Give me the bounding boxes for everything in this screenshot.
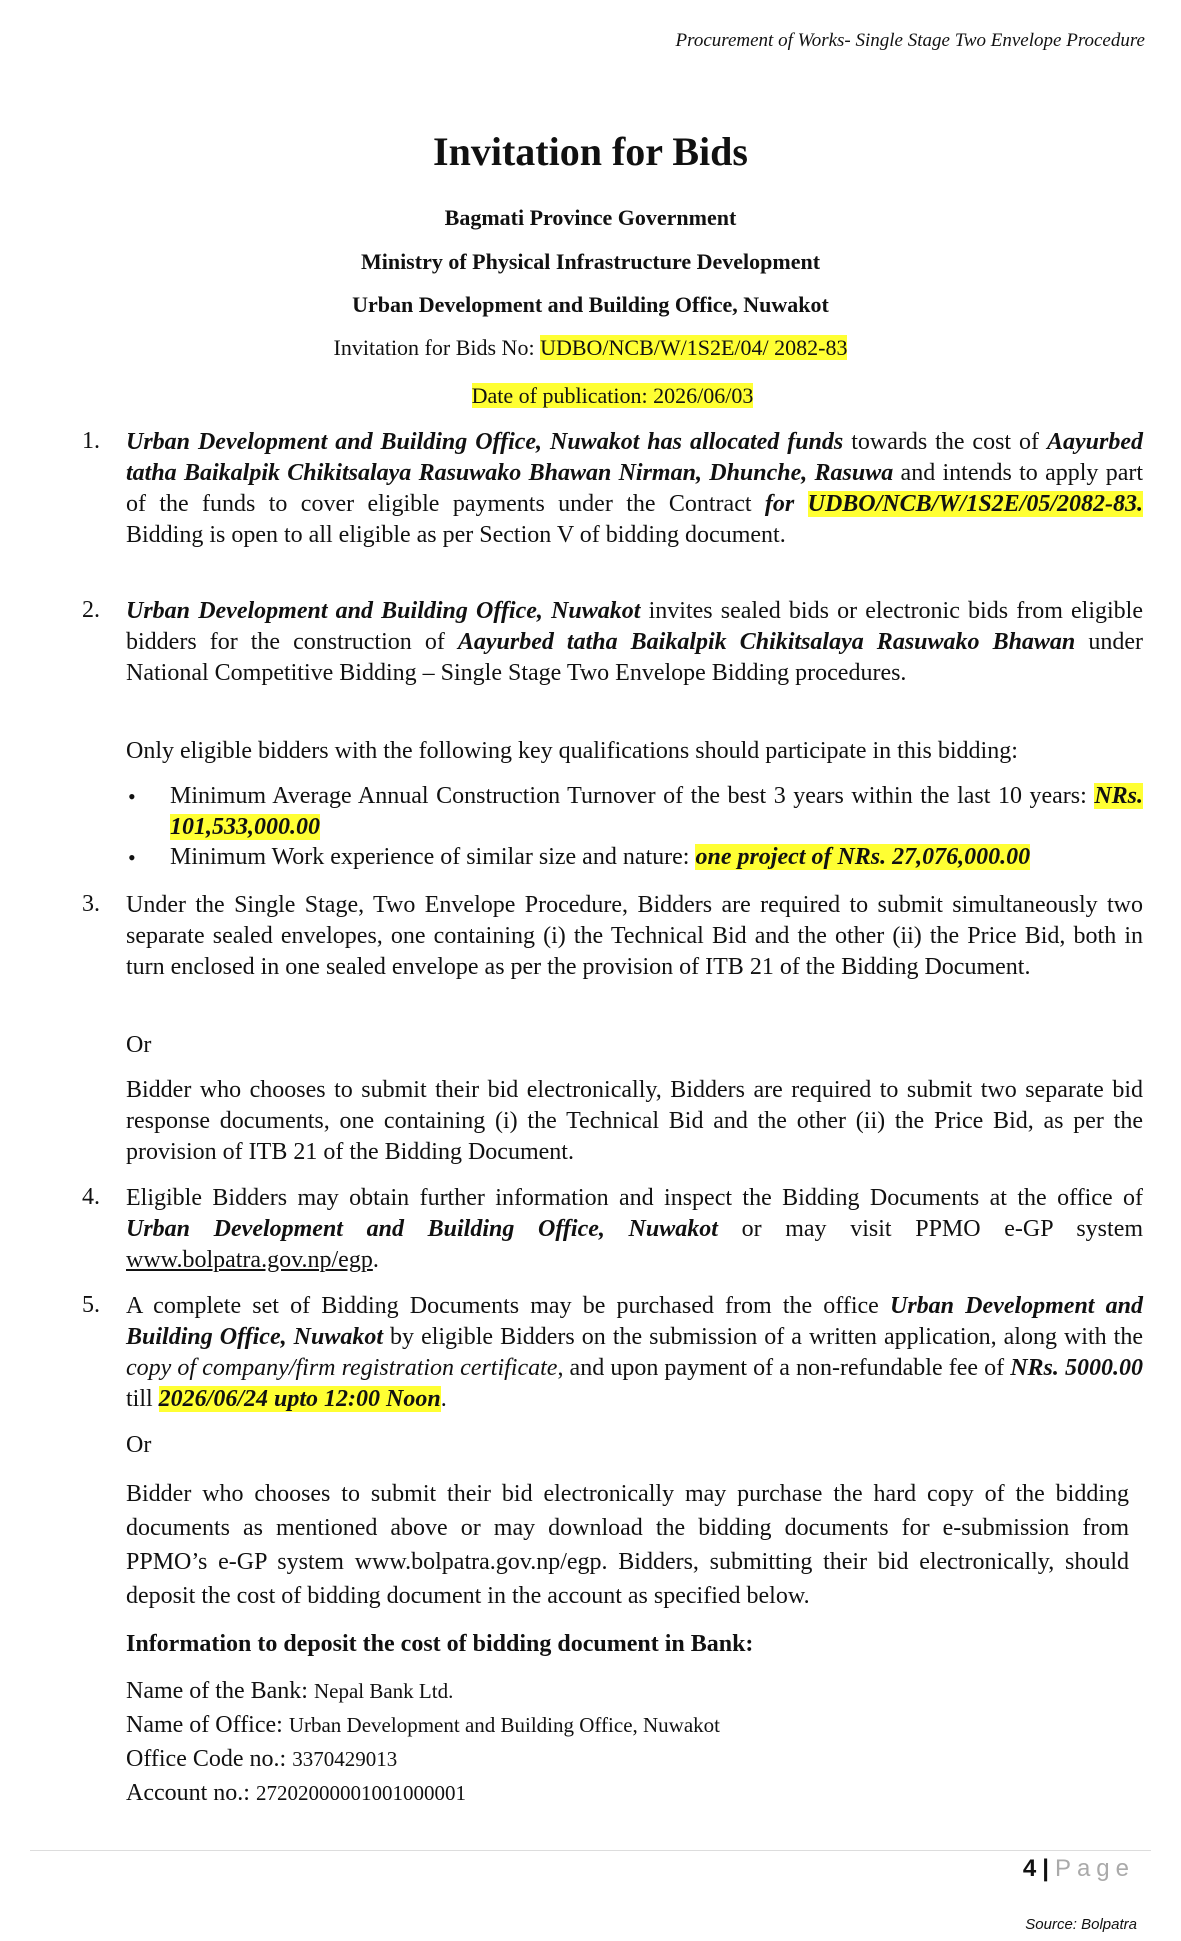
p5-text-g: . [440, 1386, 447, 1412]
ifb-value: UDBO/NCB/W/1S2E/04/ 2082-83 [540, 335, 848, 360]
page-number [1023, 1855, 1135, 1883]
qualification-experience [170, 842, 1143, 873]
para-3-electronic: Bidder who chooses to submit their bid electronically, Bidders are required to submit two separate bid response documents, one containing (i) the Technical Bid and the other (ii) the Price Bid, as per the provision of ITB 21 of the Bidding Document. [126, 1077, 1143, 1165]
egp-link[interactable]: www.bolpatra.gov.np/egp [126, 1247, 373, 1273]
para-4 [126, 1183, 1143, 1276]
p1-text-d: and intends to apply part of the funds to cover eligible payments under the Contract [126, 460, 1144, 517]
page-sep: | [1042, 1855, 1049, 1882]
p4-text-d: . [372, 1247, 379, 1273]
para-4-number: 4. [82, 1184, 100, 1210]
para-3: Under the Single Stage, Two Envelope Procedure, Bidders are required to submit simultaneously two separate sealed envelopes, one containing (i) the Technical Bid and the other (ii) the Price Bid, both in turn enclosed in one sealed envelope as per the provision of ITB 21 of the Bidding Document. [126, 892, 1143, 980]
p5-text-c: by eligible Bidders on the submission of a written application, along with the [383, 1324, 1144, 1350]
para-1-number: 1. [82, 428, 100, 454]
para-3-or: Or [126, 1032, 152, 1058]
p5-text-f: till [126, 1386, 159, 1412]
bullet-2-icon: • [128, 845, 136, 870]
p1-text-g: Bidding is open to all eligible as per Section V of bidding document. [126, 522, 786, 548]
bank-value: Urban Development and Building Office, Nuwakot [288, 1713, 721, 1737]
bank-heading: Information to deposit the cost of bidding document in Bank: [126, 1631, 754, 1657]
page-word: Page [1054, 1855, 1135, 1882]
p5-text-a: A complete set of Bidding Documents may be purchased from the office [126, 1293, 890, 1319]
q1-text: Minimum Average Annual Construction Turnover of the best 3 years within the last 10 years: [170, 783, 1095, 809]
p4-office: Urban Development and Building Office, Nuwakot [126, 1216, 718, 1242]
p1-project: Aayurbed tatha Baikalpik Chikitsalaya Rasuwako Bhawan Nirman, Dhunche, Rasuwa [126, 429, 1143, 486]
bank-info [126, 1674, 720, 1810]
p2-office: Urban Development and Building Office, Nuwakot [126, 598, 641, 624]
p1-office: Urban Development and Building Office, Nuwakot has allocated funds [126, 429, 844, 455]
p1-for: for [764, 491, 795, 517]
bank-row-account [126, 1776, 720, 1810]
p4-text-a: Eligible Bidders may obtain further information and inspect the Bidding Documents at the office of [126, 1185, 1143, 1211]
para-5-electronic: Bidder who chooses to submit their bid electronically may purchase the hard copy of the bidding documents as mentioned above or may download the bidding documents for e-submission from PPMO’s e-GP system www.bolpatra.gov.np/egp. Bidders, submitting their bid electronically, should deposit the cost of bidding document in the account as specified below. [126, 1481, 1129, 1609]
para-5-or: Or [126, 1432, 152, 1458]
bank-label: Name of Office: [126, 1712, 289, 1738]
p2-text-d: under National Competitive Bidding – Single Stage Two Envelope Bidding procedures. [126, 629, 1143, 686]
p5-certificate: copy of company/firm registration certificate [126, 1355, 558, 1381]
bank-label: Office Code no.: [126, 1746, 293, 1772]
publication-date-text: Date of publication: 2026/06/03 [471, 383, 754, 408]
para-5 [126, 1291, 1143, 1415]
org-ministry: Ministry of Physical Infrastructure Development [360, 249, 821, 274]
org-province: Bagmati Province Government [444, 205, 737, 230]
p1-contract-no: UDBO/NCB/W/1S2E/05/2082-83. [807, 491, 1144, 517]
q2-value: one project of NRs. 27,076,000.00 [695, 844, 1031, 870]
ifb-label: Invitation for Bids No: [333, 335, 541, 360]
p1-text-b: towards the cost of [843, 429, 1047, 455]
p2-text-b: invites sealed bids or electronic bids from eligible bidders for the construction of [126, 598, 1144, 655]
publication-date [22, 383, 1181, 409]
qualification-intro: Only eligible bidders with the following key qualifications should participate in this bidding: [126, 738, 1018, 764]
bank-row-name [126, 1674, 720, 1708]
ifb-number [0, 335, 1181, 361]
org-office: Urban Development and Building Office, Nuwakot [352, 292, 829, 317]
qualification-turnover [170, 781, 1143, 843]
bank-label: Account no.: [126, 1780, 256, 1806]
p5-deadline: 2026/06/24 upto 12:00 Noon [158, 1386, 441, 1412]
bank-row-office [126, 1708, 720, 1742]
bank-row-code [126, 1742, 720, 1776]
p2-project: Aayurbed tatha Baikalpik Chikitsalaya Rasuwako Bhawan [457, 629, 1076, 655]
running-header: Procurement of Works- Single Stage Two Envelope Procedure [675, 30, 1145, 51]
footer-divider [30, 1850, 1151, 1851]
para-3-number: 3. [82, 891, 100, 917]
para-1 [126, 427, 1143, 551]
p5-office: Urban Development and Building Office, Nuwakot [126, 1293, 1143, 1350]
page-title: Invitation for Bids [433, 129, 748, 174]
para-5-number: 5. [82, 1292, 100, 1318]
p4-text-c: or may visit PPMO e-GP system [717, 1216, 1144, 1242]
bank-value: 27202000001001000001 [255, 1781, 466, 1805]
bank-label: Name of the Bank: [126, 1678, 314, 1704]
para-2 [126, 596, 1143, 689]
bank-value: 3370429013 [292, 1747, 398, 1771]
source-credit: Source: Bolpatra [1025, 1916, 1137, 1933]
para-2-number: 2. [82, 597, 100, 623]
q2-text: Minimum Work experience of similar size and nature: [170, 844, 696, 870]
bullet-1-icon: • [128, 784, 136, 809]
p5-text-e: , and upon payment of a non-refundable fee of [557, 1355, 1011, 1381]
bank-value: Nepal Bank Ltd. [313, 1679, 454, 1703]
p5-fee: NRs. 5000.00 [1010, 1355, 1144, 1381]
page-num: 4 [1022, 1855, 1037, 1882]
q1-value: NRs. 101,533,000.00 [170, 783, 1143, 840]
